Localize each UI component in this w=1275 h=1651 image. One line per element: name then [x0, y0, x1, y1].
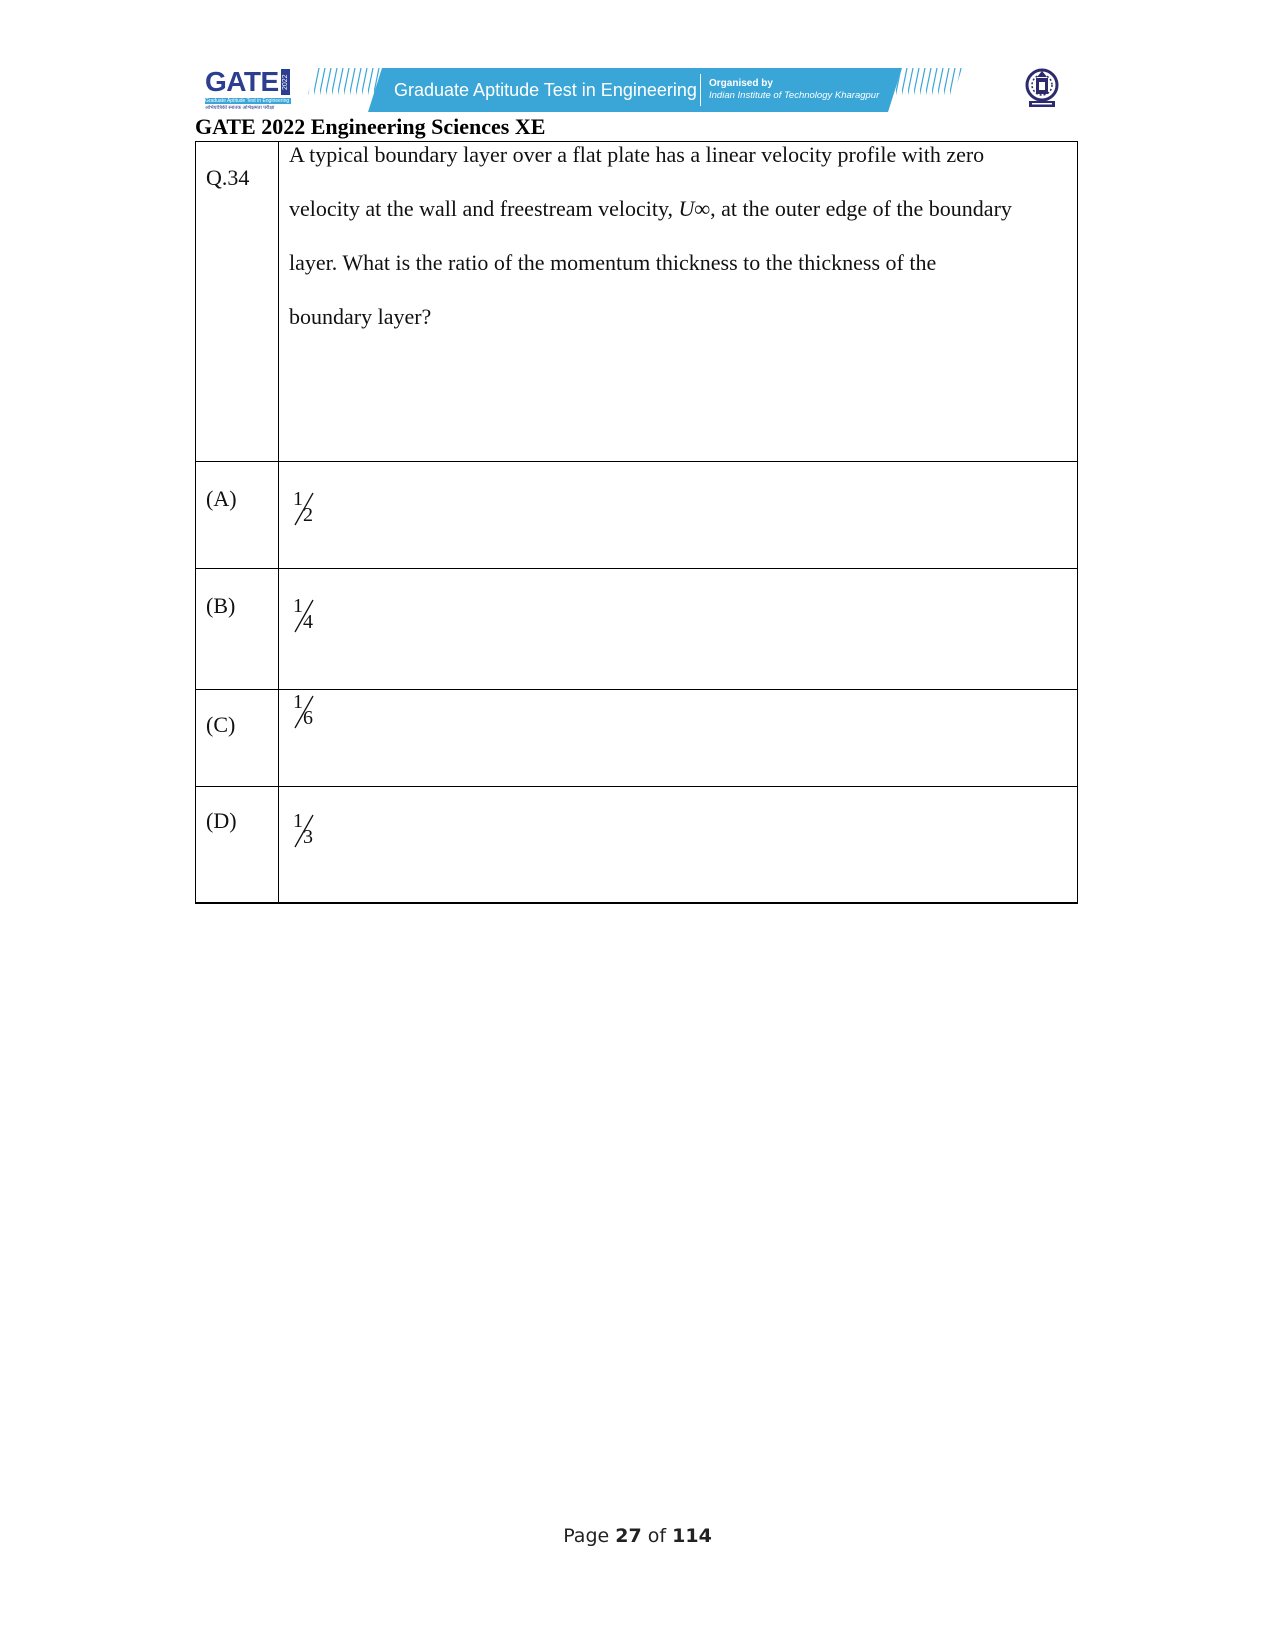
- page-title: GATE 2022 Engineering Sciences XE: [195, 114, 546, 139]
- page-header: [205, 64, 1065, 114]
- table-row-divider: [195, 786, 1078, 787]
- fraction-denominator: 6: [303, 707, 313, 729]
- option-b-fraction: [291, 596, 321, 636]
- fraction-numerator: 1: [293, 810, 303, 832]
- gate-logo-text: GATE: [205, 66, 279, 97]
- page-number: 27: [615, 1525, 642, 1547]
- fraction-denominator: 3: [303, 826, 313, 848]
- option-d-label: (D): [206, 808, 237, 833]
- total-pages: 114: [672, 1525, 712, 1547]
- banner-title: Graduate Aptitude Test in Engineering: [394, 80, 697, 100]
- fraction-numerator: 1: [293, 691, 303, 713]
- fraction-numerator: 1: [293, 488, 303, 510]
- table-column-divider: [278, 141, 279, 903]
- table-border-right: [1077, 141, 1078, 903]
- question-line: layer. What is the ratio of the momentum thickness to the thickness of the: [289, 250, 937, 275]
- freestream-velocity-symbol: U∞: [678, 196, 711, 221]
- page-footer: [0, 1524, 1275, 1548]
- header-banner: [302, 68, 994, 112]
- question-line-prefix: velocity at the wall and freestream velocity,: [289, 196, 674, 221]
- table-row-divider: [195, 689, 1078, 690]
- option-b-label: (B): [206, 593, 236, 618]
- organiser-name: Indian Institute of Technology Kharagpur: [709, 90, 880, 101]
- gate-logo-subtitle: Graduate Aptitude Test in Engineering: [205, 98, 290, 104]
- option-a-label: (A): [206, 486, 237, 511]
- table-row-divider: [195, 461, 1078, 462]
- option-d-fraction: [291, 811, 321, 851]
- option-a-fraction: [291, 489, 321, 529]
- table-border-bottom: [195, 902, 1078, 904]
- gate-logo-hindi-subtitle: अभियांत्रिकी स्नातक अभिक्षमता परीक्षा: [205, 105, 275, 111]
- page-label: Page: [563, 1525, 610, 1547]
- fraction-denominator: 4: [303, 611, 313, 633]
- question-line: boundary layer?: [289, 304, 432, 329]
- question-line: [289, 182, 1071, 236]
- option-c-fraction: [291, 692, 321, 732]
- fraction-numerator: 1: [293, 595, 303, 617]
- table-row-divider: [195, 568, 1078, 569]
- iit-kharagpur-emblem-icon: [1023, 67, 1061, 111]
- of-label: of: [647, 1525, 667, 1547]
- option-c-label: (C): [206, 712, 236, 737]
- question-line: A typical boundary layer over a flat plate has a linear velocity profile with zero: [289, 142, 985, 167]
- organised-by-label: Organised by: [709, 78, 773, 89]
- question-table: [195, 141, 1078, 902]
- gate-logo: [205, 68, 297, 110]
- banner-divider: [700, 74, 701, 106]
- table-border-left: [195, 141, 196, 903]
- gate-logo-year: 2022: [281, 69, 290, 95]
- symbol-suffix: ,: [710, 196, 716, 221]
- question-line-suffix: at the outer edge of the boundary: [721, 196, 1012, 221]
- fraction-denominator: 2: [303, 504, 313, 526]
- question-text: [289, 128, 1071, 344]
- question-number: Q.34: [206, 165, 250, 190]
